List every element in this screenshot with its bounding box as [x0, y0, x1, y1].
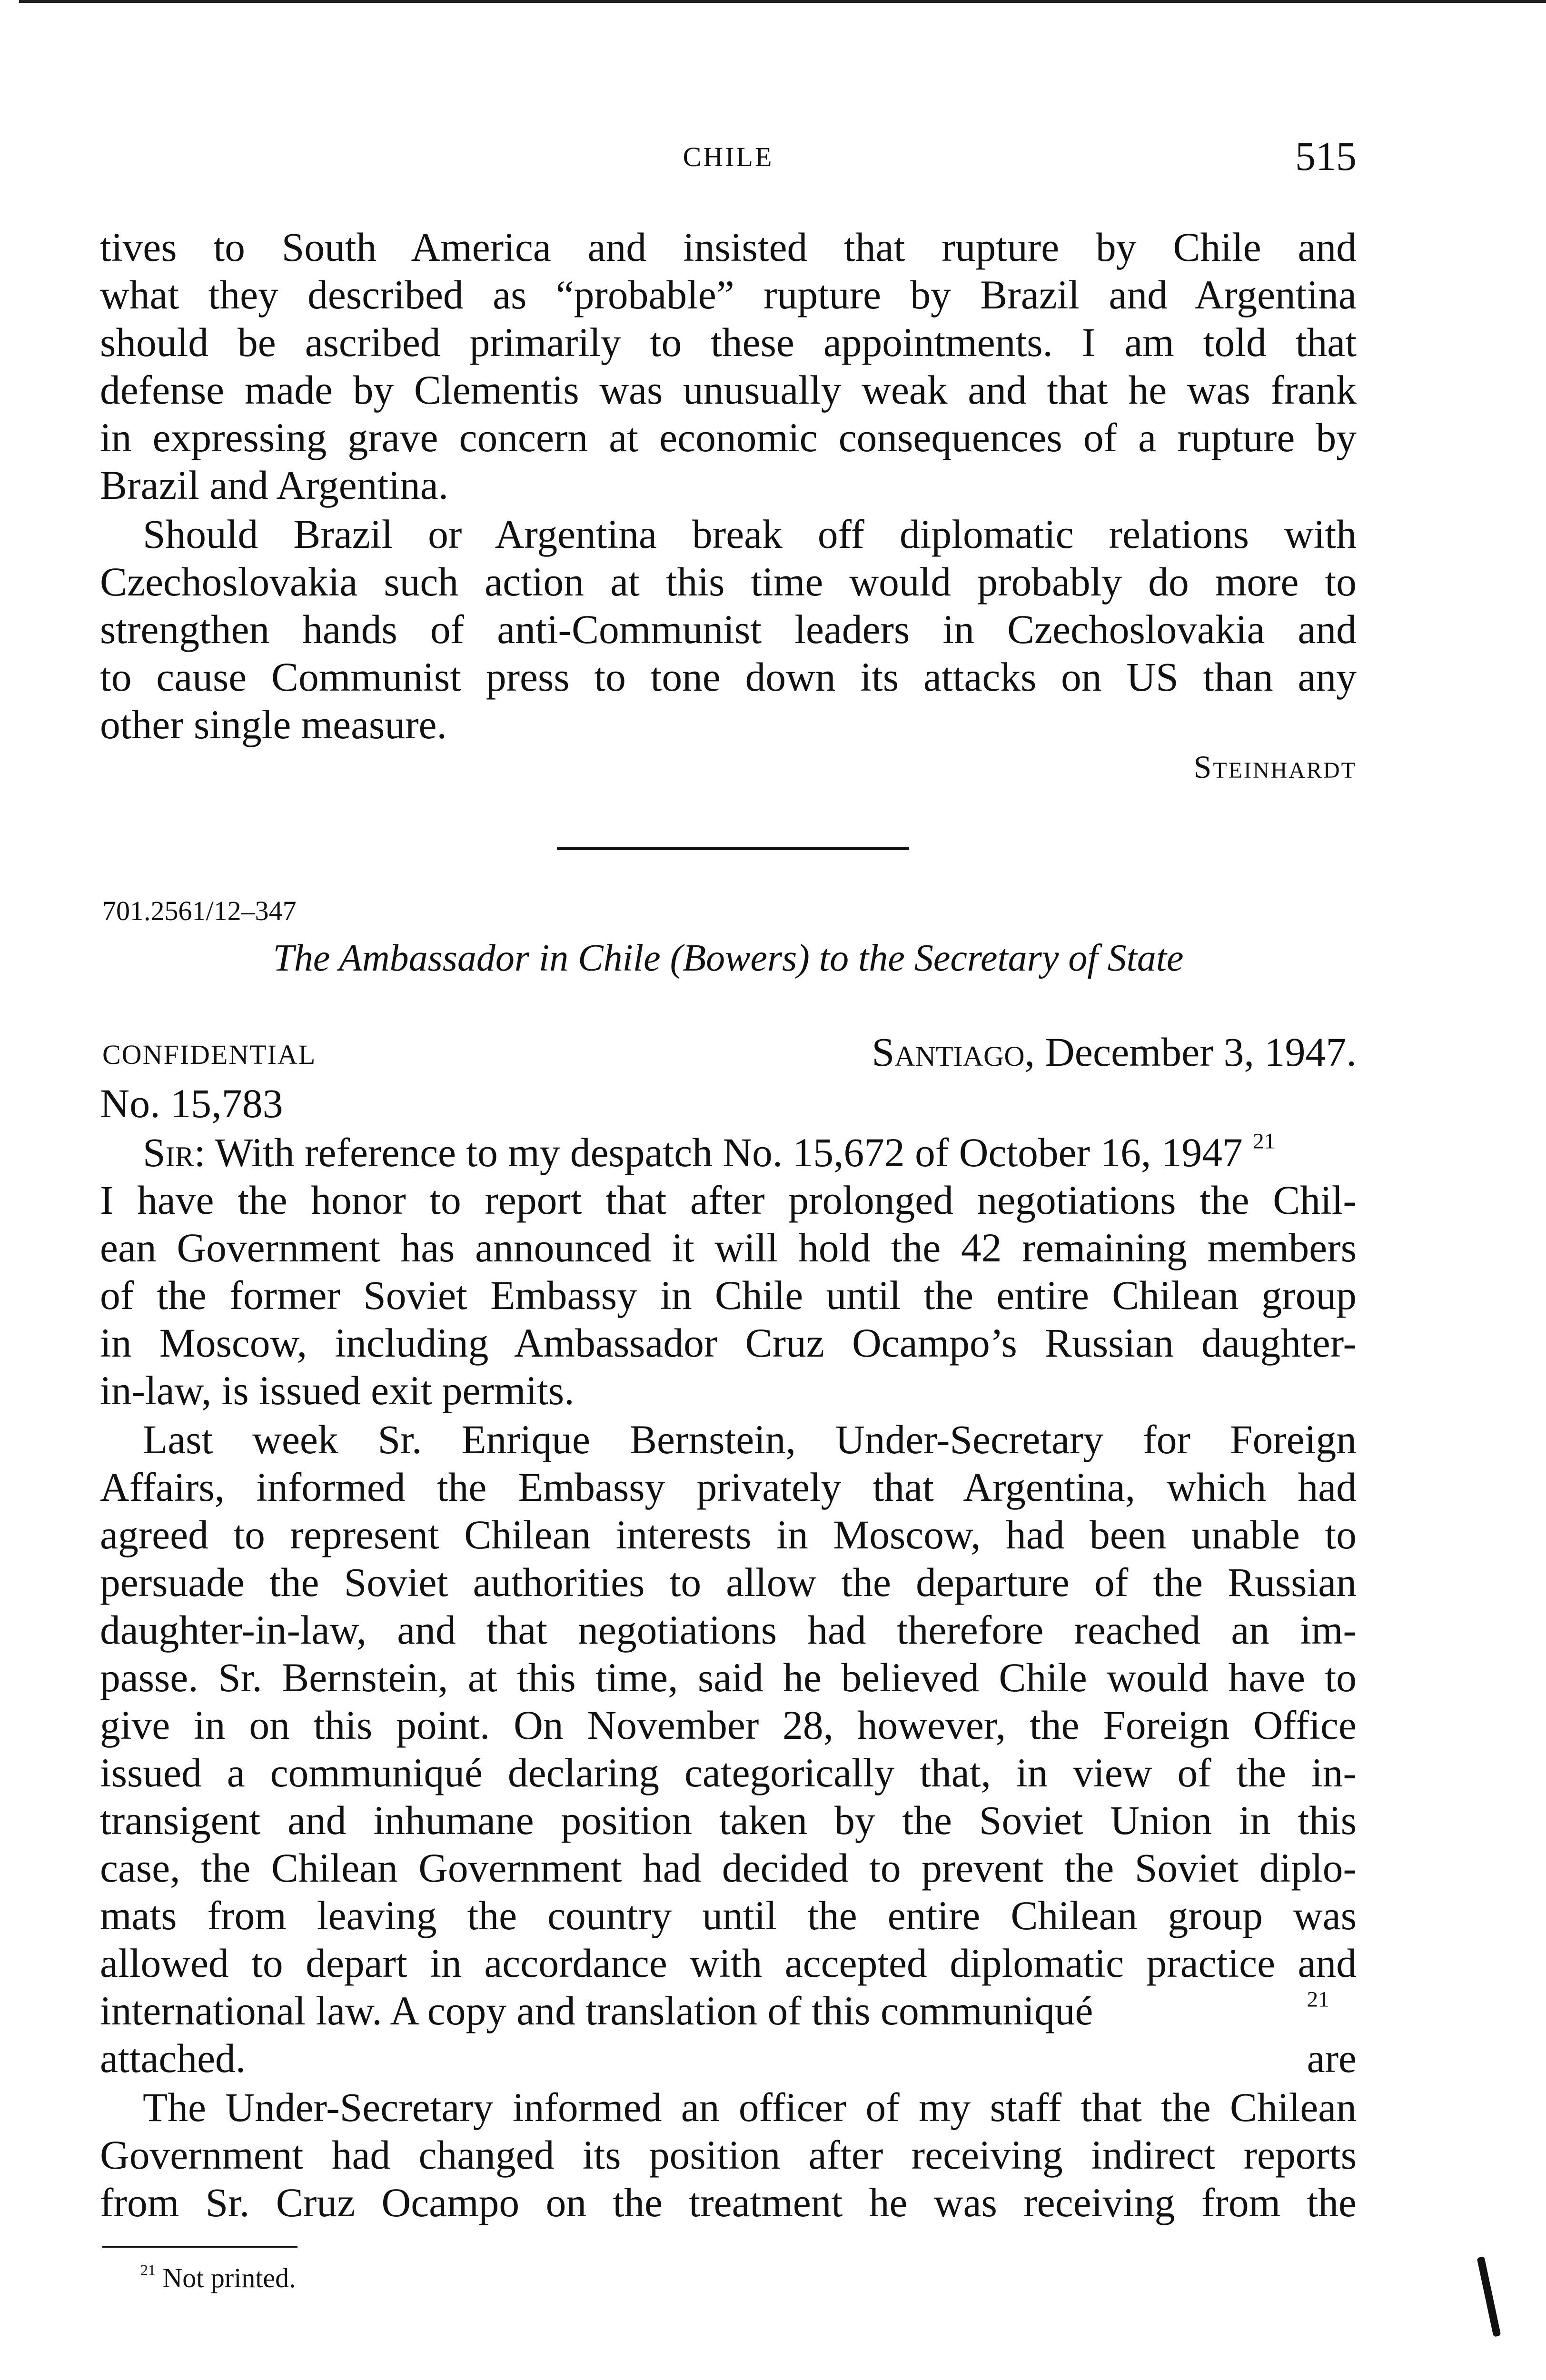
signature: Steinhardt — [1193, 749, 1357, 785]
despatch-number: No. 15,783 — [100, 1081, 283, 1126]
running-head — [100, 133, 1357, 193]
document-heading: The Ambassador in Chile (Bowers) to the Secretary of State — [273, 937, 1184, 979]
text-line: other single measure. — [100, 703, 447, 747]
classification: CONFIDENTIAL — [102, 1039, 317, 1070]
dateline-place: Santiago — [872, 1029, 1025, 1075]
text-line: issued a communiqué declaring categorically that, in view of the in- — [100, 1751, 1357, 1795]
text-line: Should Brazil or Argentina break off diplomatic relations with — [143, 512, 1357, 557]
footnote-reference: 21 — [1253, 1129, 1276, 1154]
text-line: Affairs, informed the Embassy privately that Argentina, which had — [100, 1465, 1357, 1510]
text-line: to cause Communist press to tone down its attacks on US than any — [100, 655, 1357, 700]
top-edge-rule — [19, 0, 1546, 3]
text-line: Last week Sr. Enrique Bernstein, Under-Secretary for Foreign — [143, 1418, 1357, 1462]
text-line: The Under-Secretary informed an officer of my staff that the Chilean — [143, 2085, 1357, 2130]
text-line: daughter-in-law, and that negotiations had therefore reached an im- — [100, 1608, 1357, 1653]
text-line: strengthen hands of anti-Communist leaders in Czechoslovakia and — [100, 607, 1357, 652]
file-number: 701.2561/12–347 — [102, 895, 297, 926]
text-line: from Sr. Cruz Ocampo on the treatment he was receiving from the — [100, 2181, 1357, 2225]
dateline-date: , December 3, 1947. — [1024, 1029, 1357, 1075]
text-line: ean Government has announced it will hold the 42 remaining members — [100, 1226, 1357, 1270]
text-line: passe. Sr. Bernstein, at this time, said he believed Chile would have to — [100, 1656, 1357, 1700]
text-line: mats from leaving the country until the entire Chilean group was — [100, 1894, 1357, 1938]
running-title: CHILE — [683, 141, 774, 172]
text-line: I have the honor to report that after prolonged negotiations the Chil- — [100, 1178, 1357, 1223]
footnote-rule — [102, 2246, 297, 2248]
section-separator — [557, 847, 909, 850]
text-line: international law. A copy and translation of this communiqué $^{21}$ are — [100, 1987, 1357, 2081]
text-line: Brazil and Argentina. — [100, 463, 449, 508]
text-line: in expressing grave concern at economic consequences of a rupture by — [100, 416, 1357, 460]
text-line: Government had changed its position after receiving indirect reports — [100, 2133, 1357, 2178]
text-line: in-law, is issued exit permits. — [100, 1368, 575, 1413]
text-line: in Moscow, including Ambassador Cruz Ocampo’s Russian daughter- — [100, 1321, 1357, 1366]
text-line: attached. — [100, 2036, 246, 2081]
text-line: tives to South America and insisted that rupture by Chile and — [100, 225, 1357, 270]
text-line: of the former Soviet Embassy in Chile until the entire Chilean group — [100, 1273, 1357, 1318]
text-line: Sir: With reference to my despatch No. 15,672 of October 16, 1947 $^{21}$ — [143, 1129, 1276, 1175]
text-line: case, the Chilean Government had decided to prevent the Soviet diplo- — [100, 1846, 1357, 1891]
footnote-number: 21 — [140, 2261, 156, 2279]
text-line: agreed to represent Chilean interests in Moscow, had been unable to — [100, 1513, 1357, 1557]
page-number: 515 — [1295, 133, 1357, 179]
text-line: transigent and inhumane position taken by the Soviet Union in this — [100, 1798, 1357, 1843]
text-line: defense made by Clementis was unusually weak and that he was frank — [100, 368, 1357, 413]
text-line: persuade the Soviet authorities to allow the departure of the Russian — [100, 1560, 1357, 1605]
footnote — [140, 2262, 296, 2294]
text-line: should be ascribed primarily to these appointments. I am told that — [100, 320, 1357, 365]
margin-mark — [1477, 2256, 1501, 2337]
footnote-text: Not printed. — [162, 2262, 296, 2293]
dateline — [872, 1028, 1357, 1076]
salutation: Sir — [143, 1130, 194, 1175]
text-line: Czechoslovakia such action at this time would probably do more to — [100, 560, 1357, 605]
text-line: what they described as “probable” rupture by Brazil and Argentina — [100, 273, 1357, 317]
text-line: give in on this point. On November 28, however, the Foreign Office — [100, 1703, 1357, 1748]
text-line: allowed to depart in accordance with accepted diplomatic practice and — [100, 1941, 1357, 1986]
footnote-reference: 21 — [1307, 1987, 1329, 2012]
